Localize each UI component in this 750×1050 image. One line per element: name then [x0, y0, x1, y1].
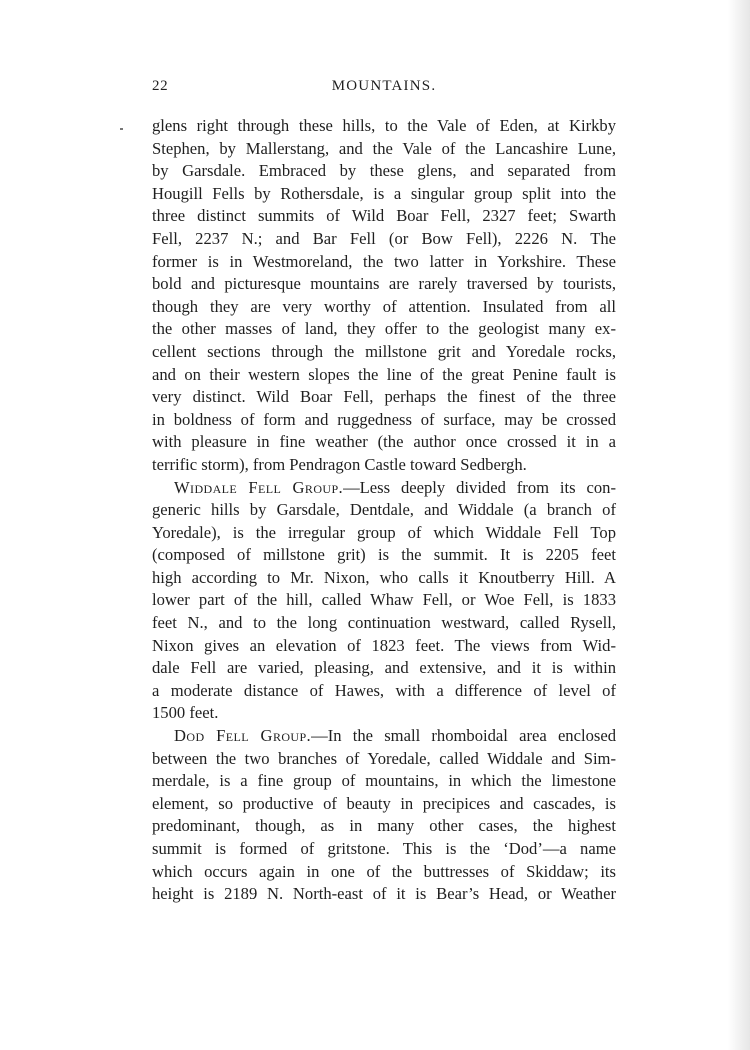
running-title: MOUNTAINS.: [331, 78, 437, 94]
text-line: three distinct summits of Wild Boar Fell, 2327 feet; Swarth: [152, 206, 616, 226]
text-line: and on their western slopes the line of the great Penine fault is: [152, 364, 616, 384]
text-line: element, so productive of beauty in precipices and cascades, is: [152, 793, 616, 813]
text-line: Hougill Fells by Rothersdale, is a singular group split into the: [152, 183, 616, 203]
text-line: lower part of the hill, called Whaw Fell, or Woe Fell, is 1833: [152, 590, 616, 610]
text-line: in boldness of form and ruggedness of surface, may be crossed: [152, 409, 616, 429]
text-line: terrific storm), from Pendragon Castle toward Sedbergh.: [152, 454, 527, 474]
text-line: the other masses of land, they offer to the geologist many ex-: [152, 319, 616, 339]
text-line: high according to Mr. Nixon, who calls it Knoutberry Hill. A: [152, 567, 616, 587]
text-line: Fell, 2237 N.; and Bar Fell (or Bow Fell), 2226 N. The: [152, 228, 616, 248]
text-line: (composed of millstone grit) is the summit. It is 2205 feet: [152, 545, 616, 565]
text-line: glens right through these hills, to the Vale of Eden, at Kirkby: [152, 116, 616, 135]
text-line: 1500 feet.: [152, 703, 219, 723]
section-first-line-text: —Less deeply divided from its con-: [343, 477, 616, 497]
text-line: summit is formed of gritstone. This is the ‘Dod’—a name: [152, 839, 616, 858]
text-line: cellent sections through the millstone grit and Yoredale rocks,: [152, 341, 616, 361]
text-line: Yoredale), is the irregular group of which Widdale Fell Top: [152, 522, 616, 542]
text-line: bold and picturesque mountains are rarely traversed by tourists,: [152, 274, 616, 294]
text-line: former is in Westmoreland, the two latter in Yorkshire. These: [152, 251, 616, 271]
text-line: dale Fell are varied, pleasing, and extensive, and it is within: [152, 658, 616, 678]
section-first-line-text: —In the small rhomboidal area enclosed: [311, 726, 616, 746]
text-line: by Garsdale. Embraced by these glens, and separated from: [152, 161, 616, 181]
text-line: a moderate distance of Hawes, with a difference of level of: [152, 680, 616, 700]
text-line: Nixon gives an elevation of 1823 feet. The views from Wid-: [152, 635, 616, 655]
text-line: which occurs again in one of the buttresses of Skiddaw; its: [152, 861, 616, 881]
section-heading-widdale: Widdale Fell Group.: [174, 477, 344, 497]
section-heading-dod: Dod Fell Group.: [174, 726, 312, 746]
text-line: predominant, though, as in many other cases, the highest: [152, 816, 616, 836]
text-line: height is 2189 N. North-east of it is Bear’s Head, or Weather: [152, 884, 616, 904]
section-first-line: [152, 725, 616, 748]
section-first-line: [152, 477, 616, 500]
text-line: Stephen, by Mallerstang, and the Vale of the Lancashire Lune,: [152, 138, 616, 158]
margin-mark: [120, 128, 123, 130]
text-line: generic hills by Garsdale, Dentdale, and Widdale (a branch of: [152, 500, 616, 520]
page-number: 22: [152, 78, 169, 94]
text-line: with pleasure in fine weather (the author once crossed it in a: [152, 432, 616, 452]
running-head: [152, 78, 616, 102]
text-line: merdale, is a fine group of mountains, in which the limestone: [152, 771, 616, 791]
text-line: though they are very worthy of attention. Insulated from all: [152, 296, 616, 316]
text-line: very distinct. Wild Boar Fell, perhaps the finest of the three: [152, 387, 616, 407]
text-line: feet N., and to the long continuation westward, called Rysell,: [152, 613, 616, 633]
text-line: between the two branches of Yoredale, called Widdale and Sim-: [152, 748, 616, 768]
body-text: [152, 115, 616, 906]
